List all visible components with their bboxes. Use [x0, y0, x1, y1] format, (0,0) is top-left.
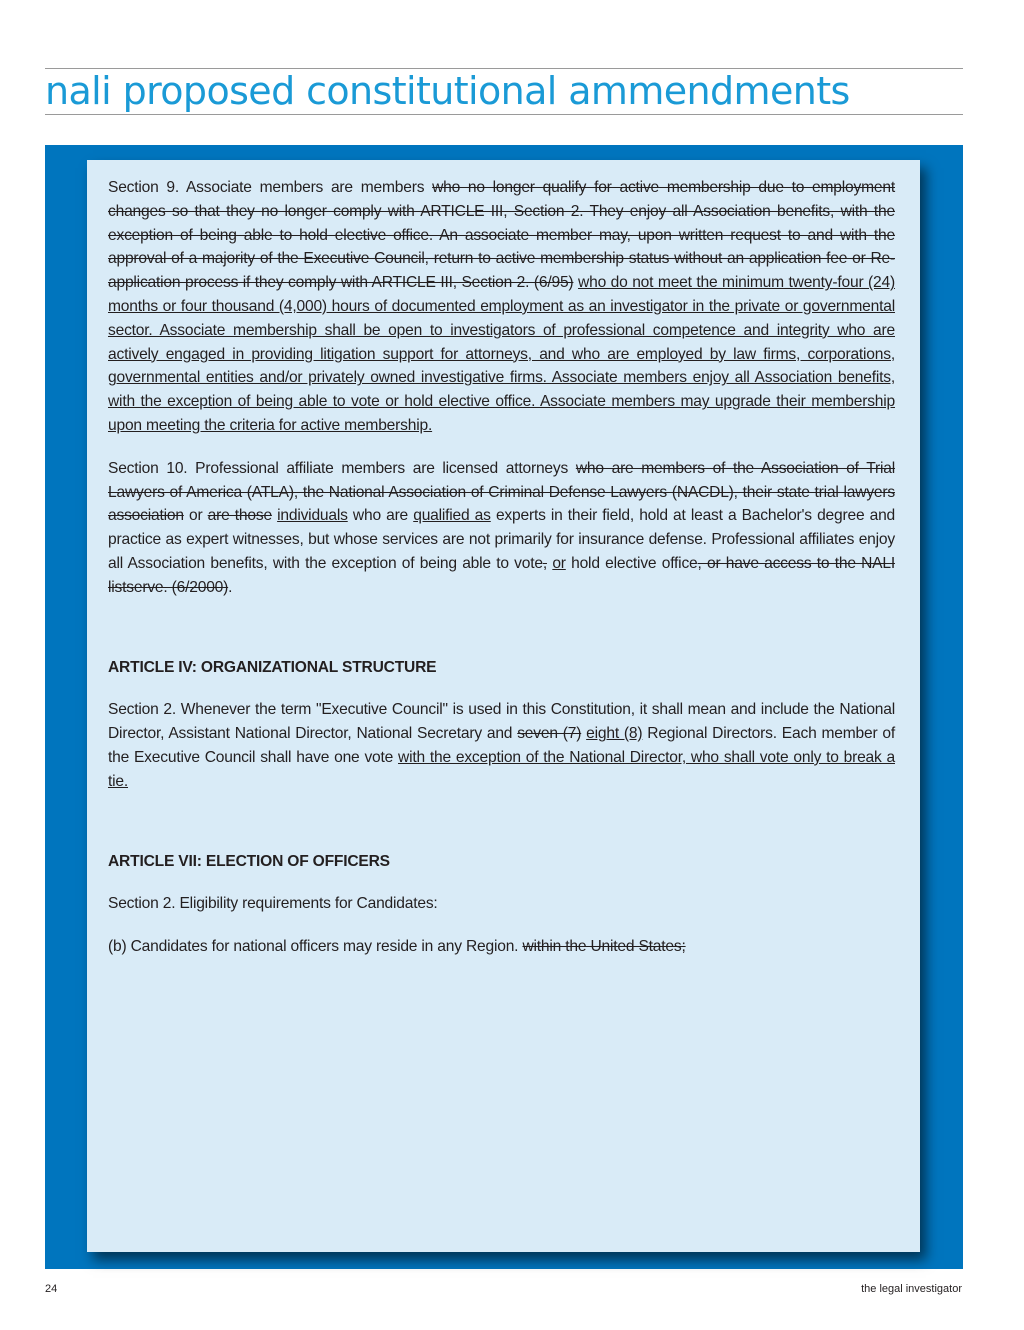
- publication-name: the legal investigator: [861, 1283, 962, 1295]
- page-number: 24: [45, 1283, 58, 1295]
- body-text: or: [183, 507, 208, 525]
- inserted-text: with the exception of the National Director, who shall vote only to break a tie.: [108, 748, 895, 790]
- body-text: (b) Candidates for national officers may reside in any Region.: [108, 938, 523, 956]
- section-10-paragraph: [108, 457, 895, 600]
- body-text: hold elective office: [565, 554, 698, 572]
- body-text: .: [228, 578, 233, 596]
- article-vii-heading: ARTICLE VII: ELECTION OF OFFICERS: [108, 852, 390, 870]
- inserted-text: or: [552, 554, 566, 572]
- body-text: Section 2. Eligibility requirements for Candidates:: [108, 895, 438, 913]
- article-iv-heading: ARTICLE IV: ORGANIZATIONAL STRUCTURE: [108, 658, 437, 676]
- amendments-card: [87, 160, 920, 1252]
- deleted-text: ,: [542, 554, 547, 572]
- inserted-text: qualified as: [413, 507, 491, 525]
- deleted-text: are those: [207, 507, 272, 525]
- article-vii-section-2-paragraph: [108, 892, 895, 916]
- body-text: Section 9. Associate members are members: [108, 179, 433, 196]
- article-vii-item-b-paragraph: [108, 935, 895, 959]
- page-title: nali proposed constitutional ammendments: [45, 69, 850, 113]
- deleted-text: who are members of the Association of Trial Lawyers of America (ATLA), the National Association of Criminal Defense Lawyers (NACDL), their state trial lawyers association: [108, 459, 895, 525]
- inserted-text: who do not meet the minimum twenty-four (24) months or four thousand (4,000) hours of documented employment as an investigator in the private or governmental sector. Associate membership shall be open to investigators of professional competence and integrity who are actively engaged in providing litigation support for attorneys, and who are employed by law firms, corporations, governmental entities and/or privately owned investigative firms. Associate members enjoy all Association benefits, with the exception of being able to vote or hold elective office. Associate members may upgrade their membership upon meeting the criteria for active membership.: [108, 274, 895, 434]
- body-text: who are: [347, 507, 414, 525]
- inserted-text: eight (8): [586, 725, 643, 743]
- section-9-paragraph: [108, 176, 895, 438]
- inserted-text: individuals: [277, 507, 348, 525]
- deleted-text: within the United States;: [522, 938, 686, 956]
- deleted-text: seven (7): [517, 725, 582, 743]
- article-iv-section-2-paragraph: [108, 698, 895, 793]
- deleted-text: who no longer qualify for active membership due to employment changes so that they no longer comply with ARTICLE III, Section 2. They enjoy all Association benefits, with the exception of being able to hold elective office. An associate member may, upon written request to and with the approval of a majority of the Executive Council, return to active membership status without an application fee or Re-application process if they comply with ARTICLE III, Section 2. (6/95): [108, 179, 895, 292]
- header-rule-bottom: [45, 114, 963, 115]
- body-text: experts in their field, hold at least a Bachelor's degree and practice as expert witnesses, but whose services are not primarily for insurance defense. Professional affiliates enjoy all Association benefits, with the exception of being able to vote: [108, 507, 896, 572]
- body-text: Regional Directors. Each member of the Executive Council shall have one vote: [108, 725, 895, 766]
- body-text: Section 10. Professional affiliate members are licensed attorneys: [108, 459, 576, 477]
- body-text: Section 2. Whenever the term "Executive Council" is used in this Constitution, it shall mean and include the National Director, Assistant National Director, National Secretary and: [108, 701, 895, 743]
- deleted-text: , or have access to the NALI listserve. (6/2000): [108, 554, 895, 596]
